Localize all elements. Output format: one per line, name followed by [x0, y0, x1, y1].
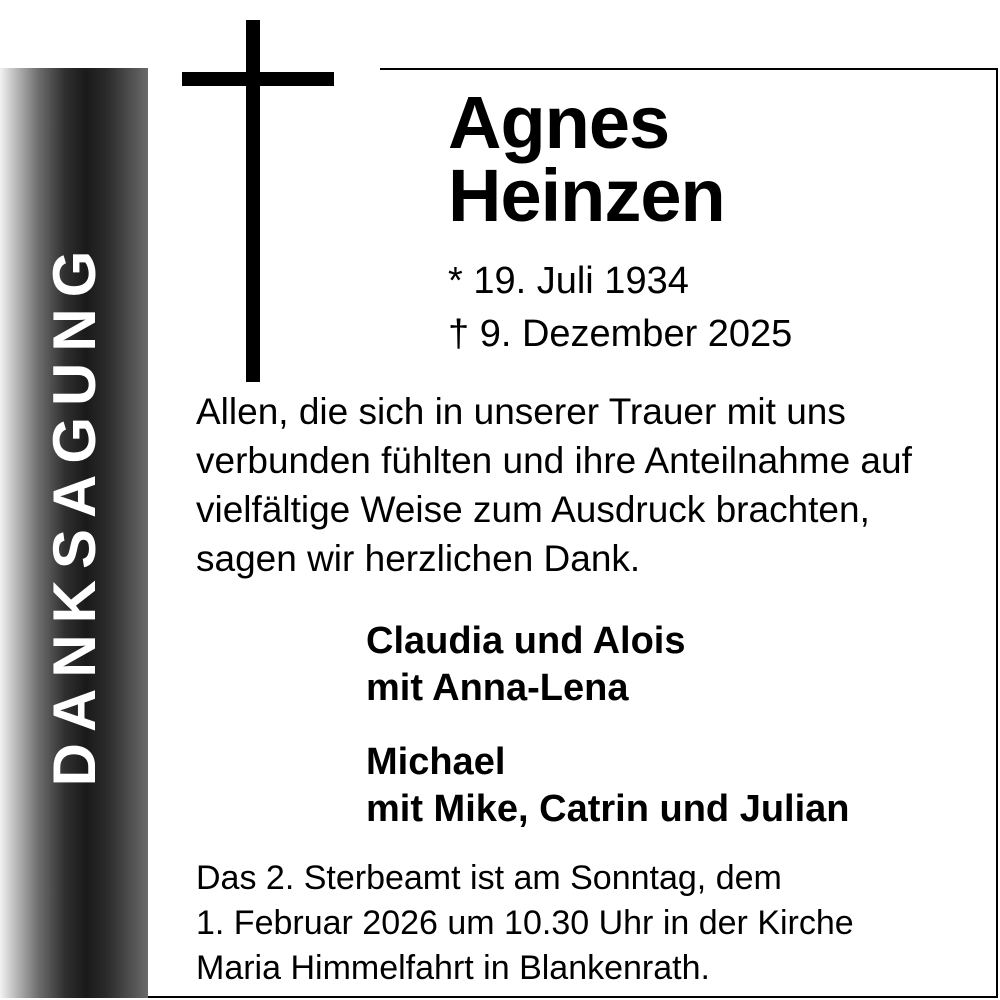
thanks-line-4: sagen wir herzlichen Dank. [196, 537, 641, 579]
family-group-1-line-2: mit Anna-Lena [366, 667, 629, 710]
death-date: † 9. Dezember 2025 [448, 313, 793, 356]
family-group-2-line-2: mit Mike, Catrin und Julian [366, 788, 850, 831]
thanks-line-1: Allen, die sich in unserer Trauer mit uns [196, 391, 846, 433]
cross-icon-horizontal [182, 72, 334, 86]
service-line-3: Maria Himmelfahrt in Blankenrath. [196, 949, 710, 988]
family-group-2 [366, 739, 956, 834]
family-signatures [366, 618, 956, 834]
service-line-1: Das 2. Sterbeamt ist am Sonntag, dem [196, 858, 782, 897]
thanks-message [196, 388, 938, 583]
family-group-1 [366, 618, 956, 713]
border-right [996, 68, 998, 998]
border-bottom [148, 996, 998, 998]
thanks-line-3: vielfältige Weise zum Ausdruck brachten, [196, 489, 870, 531]
deceased-first-name: Agnes [448, 81, 670, 164]
service-details [196, 856, 956, 992]
family-group-2-line-1: Michael [366, 740, 506, 783]
deceased-last-name: Heinzen [448, 154, 725, 238]
thanks-line-2: verbunden fühlten und ihre Anteilnahme auf [196, 440, 912, 482]
service-line-2: 1. Februar 2026 um 10.30 Uhr in der Kirche [196, 903, 854, 942]
notice-content [196, 81, 956, 991]
family-group-1-line-1: Claudia und Alois [366, 619, 686, 662]
border-top [380, 68, 998, 70]
deceased-name [448, 81, 956, 238]
life-dates [448, 255, 956, 363]
birth-date: * 19. Juli 1934 [448, 259, 689, 302]
danksagung-band [0, 68, 148, 998]
danksagung-label: DANKSAGUNG [40, 239, 108, 787]
